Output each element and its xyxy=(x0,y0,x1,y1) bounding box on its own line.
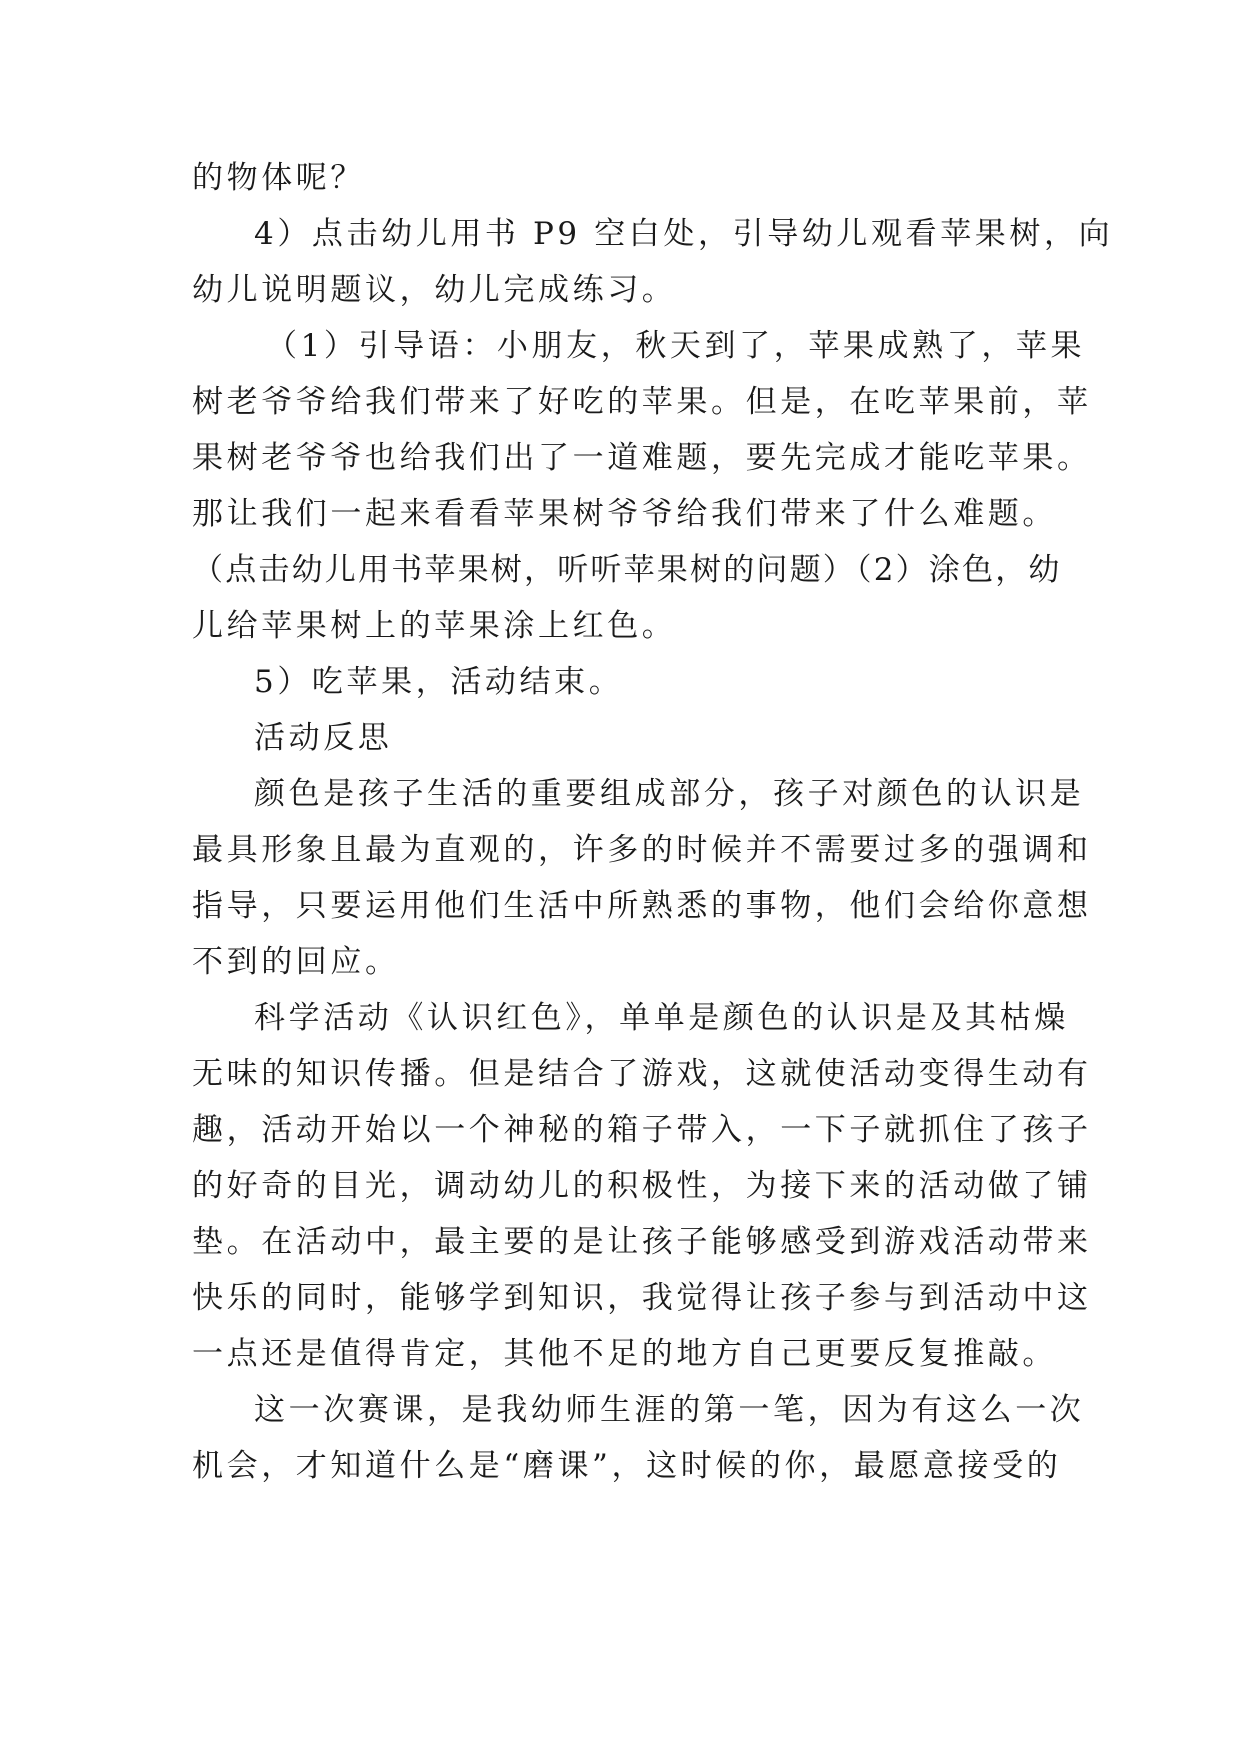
text-line: （点击幼儿用书苹果树，听听苹果树的问题）（2）涂色，幼 xyxy=(192,552,1062,588)
text-line: 5）吃苹果，活动结束。 xyxy=(254,664,624,700)
text-line: 的好奇的目光，调动幼儿的积极性，为接下来的活动做了铺 xyxy=(192,1168,1092,1204)
text-line: 趣，活动开始以一个神秘的箱子带入，一下子就抓住了孩子 xyxy=(192,1112,1092,1148)
text-line: 机会，才知道什么是“磨课”，这时候的你，最愿意接受的 xyxy=(192,1448,1062,1484)
text-line: 垫。在活动中，最主要的是让孩子能够感受到游戏活动带来 xyxy=(192,1224,1092,1260)
text-line: 果树老爷爷也给我们出了一道难题，要先完成才能吃苹果。 xyxy=(192,440,1092,476)
text-line: 颜色是孩子生活的重要组成部分，孩子对颜色的认识是 xyxy=(254,776,1085,812)
section-heading: 活动反思 xyxy=(254,720,393,756)
text-line: 儿给苹果树上的苹果涂上红色。 xyxy=(192,608,677,644)
text-line: 的物体呢？ xyxy=(192,160,365,196)
text-line: 最具形象且最为直观的，许多的时候并不需要过多的强调和 xyxy=(192,832,1092,868)
text-line: 树老爷爷给我们带来了好吃的苹果。但是，在吃苹果前，苹 xyxy=(192,384,1092,420)
text-line: 一点还是值得肯定，其他不足的地方自己更要反复推敲。 xyxy=(192,1336,1057,1372)
text-line: 幼儿说明题议，幼儿完成练习。 xyxy=(192,272,677,308)
text-line: 4）点击幼儿用书 P9 空白处，引导幼儿观看苹果树，向 xyxy=(254,216,1114,252)
text-line: 快乐的同时，能够学到知识，我觉得让孩子参与到活动中这 xyxy=(192,1280,1092,1316)
text-line: 无味的知识传播。但是结合了游戏，这就使活动变得生动有 xyxy=(192,1056,1092,1092)
text-line: 指导，只要运用他们生活中所熟悉的事物，他们会给你意想 xyxy=(192,888,1092,924)
text-line: 那让我们一起来看看苹果树爷爷给我们带来了什么难题。 xyxy=(192,496,1057,532)
text-line: 科学活动《认识红色》，单单是颜色的认识是及其枯燥 xyxy=(254,1000,1069,1036)
text-line: 这一次赛课，是我幼师生涯的第一笔，因为有这么一次 xyxy=(254,1392,1085,1428)
text-line: 不到的回应。 xyxy=(192,944,400,980)
text-line: （1）引导语：小朋友，秋天到了，苹果成熟了，苹果 xyxy=(266,328,1086,364)
